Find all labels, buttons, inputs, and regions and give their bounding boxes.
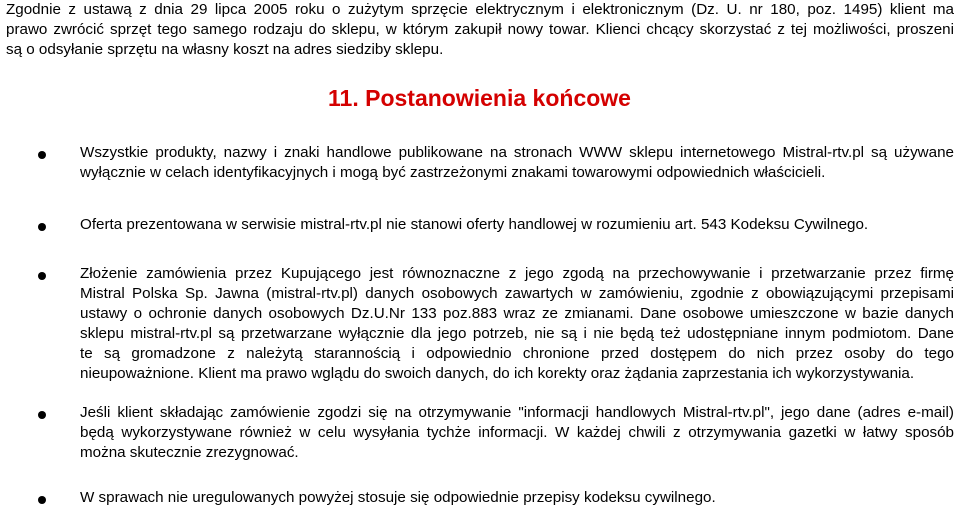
intro-line: prawo zwrócić sprzęt tego samego rodzaju do sklepu, w którym zakupił nowy towar. Klienci chcący skorzystać z tej możliwości, proszeni [6,21,954,38]
section-title: 11. Postanowienia końcowe [328,85,631,111]
list-item-line: ustawy o ochronie danych osobowych Dz.U.Nr 133 poz.883 wraz ze zmianami. Dane osobowe umieszczone w bazie danych [80,305,954,322]
list-item-text [80,143,954,183]
list-item-line: W sprawach nie uregulowanych powyżej stosuje się odpowiednie przepisy kodeksu cywilnego. [80,489,716,506]
list-item-line: Mistral Polska Sp. Jawna (mistral-rtv.pl) danych osobowych zawartych w zamówieniu, zgodnie z obowiązującymi przepisami [80,285,954,302]
intro-line: Zgodnie z ustawą z dnia 29 lipca 2005 roku o zużytym sprzęcie elektrycznym i elektronicznym (Dz. U. nr 180, poz. 1495) klient ma [6,1,954,18]
list-item-text [80,264,954,384]
bullet-icon [38,496,46,504]
list-item-line: nieupoważnione. Klient ma prawo wglądu do swoich danych, do ich korekty oraz żądania zaprzestania ich wykorzystywania. [80,365,915,382]
list-item-line: Jeśli klient składając zamówienie zgodzi się na otrzymywanie "informacji handlowych Mistral-rtv.pl", jego dane (adres e-mail) [80,404,954,421]
bullet-icon [38,411,46,419]
list-item-text [80,488,954,508]
list-item-text [80,403,954,463]
list-item-line: Oferta prezentowana w serwisie mistral-rtv.pl nie stanowi oferty handlowej w rozumieniu art. 543 Kodeksu Cywilnego. [80,216,869,233]
list-item-line: te są gromadzone z należytą starannością i odpowiednio chronione przed dostępem do nich przez osoby do tego [80,345,954,362]
bullet-icon [38,223,46,231]
list-item-text [80,215,954,235]
list-item-line: Wszystkie produkty, nazwy i znaki handlowe publikowane na stronach WWW sklepu internetowego Mistral-rtv.pl są używane [80,144,954,161]
bullet-icon [38,151,46,159]
list-item-line: wyłącznie w celach identyfikacyjnych i mogą być zastrzeżonymi znakami towarowymi odpowiednich właścicieli. [80,164,826,181]
list-item-line: sklepu mistral-rtv.pl są przetwarzane wyłącznie dla jego potrzeb, nie są i nie będą też udostępniane innym podmiotom. Dane [80,325,954,342]
intro-paragraph [6,0,954,60]
intro-line: są o odsyłanie sprzętu na własny koszt na adres siedziby sklepu. [6,41,444,58]
bullet-icon [38,272,46,280]
list-item-line: można skutecznie zrezygnować. [80,444,299,461]
list-item-line: będą wykorzystywane również w celu wysyłania tychże informacji. W każdej chwili z otrzymywania gazetki w łatwy sposób [80,424,954,441]
list-item-line: Złożenie zamówienia przez Kupującego jest równoznaczne z jego zgodą na przechowywanie i przetwarzanie przez firmę [80,265,954,282]
